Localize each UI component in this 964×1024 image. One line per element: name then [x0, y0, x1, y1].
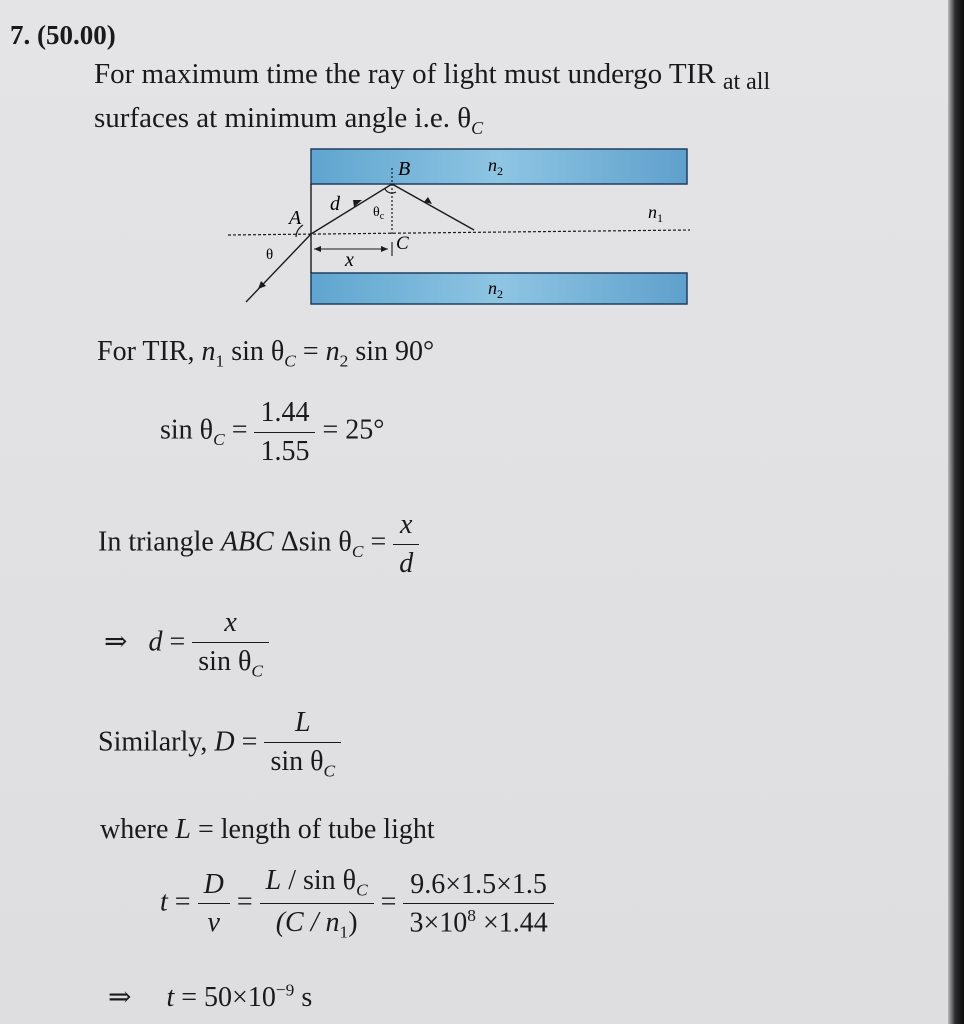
d-lhs: d	[148, 626, 163, 658]
time-f2-den-n: n	[325, 907, 340, 939]
similarly-den-sub: C	[323, 761, 336, 781]
time-f2-denominator	[260, 904, 374, 943]
time-fraction-1	[198, 868, 230, 940]
where-definition: = length of tube light	[190, 814, 435, 845]
sin-eq-fraction	[254, 396, 315, 468]
time-equation	[160, 864, 554, 944]
triangle-equals: =	[363, 526, 387, 558]
time-equals-1: =	[167, 886, 191, 918]
label-n2-bottom: $n_2$	[488, 278, 503, 301]
result-value: = 50×10	[174, 982, 276, 1013]
triangle-abc: ABC	[220, 526, 274, 558]
similarly-numerator: L	[264, 706, 341, 743]
tir-equals: =	[295, 336, 326, 367]
label-b: B	[398, 158, 411, 180]
similarly-denominator	[264, 743, 341, 782]
d-equals: =	[162, 626, 186, 658]
x-arrow-right	[381, 246, 388, 252]
result-unit: s	[294, 982, 313, 1013]
intro-line-1-tail: at all	[722, 69, 771, 95]
intro-line-2-text: surfaces at minimum angle i.e. θ	[94, 102, 472, 134]
result-exponent: −9	[275, 980, 295, 1000]
time-f2-num-l: L	[265, 865, 282, 896]
optical-fiber-diagram	[220, 142, 700, 312]
reflected-ray	[392, 184, 474, 230]
sin-eq-equals: =	[224, 414, 248, 446]
label-n1: $n_1$	[648, 202, 663, 225]
tir-equation	[97, 336, 434, 372]
tir-sin-sub: C	[284, 351, 296, 371]
tir-n2-sub: 2	[339, 351, 349, 371]
result-line	[108, 980, 312, 1014]
triangle-sin: sin θ	[298, 526, 352, 558]
time-f2-den-c: (C /	[275, 907, 326, 939]
time-equals-2: =	[236, 886, 253, 918]
tir-sin: sin θ	[224, 336, 285, 367]
tir-prefix: For TIR,	[97, 336, 195, 367]
time-f2-den-sub: 1	[339, 923, 349, 943]
time-lhs: t	[160, 886, 168, 918]
incident-ray	[246, 234, 311, 302]
intro-line-2	[94, 102, 483, 139]
tir-rhs: sin 90°	[348, 336, 435, 367]
similarly-equation	[98, 706, 341, 782]
time-f2-den-close: )	[348, 907, 358, 939]
x-arrow-left	[314, 246, 321, 252]
similarly-den-sin: sin θ	[270, 745, 324, 777]
label-theta-c: $\theta_c$	[373, 205, 385, 222]
similarly-prefix: Similarly,	[98, 726, 208, 758]
sin-eq-lhs-sub: C	[213, 430, 225, 450]
time-f3-den-base: 3×10	[409, 907, 468, 939]
time-equals-3: =	[380, 886, 397, 918]
d-equation	[104, 606, 269, 682]
where-l: L	[175, 814, 191, 845]
similarly-fraction	[264, 706, 341, 782]
question-number: 7. (50.00)	[10, 20, 116, 50]
result-t: t	[166, 982, 175, 1013]
triangle-equation	[98, 508, 419, 580]
triangle-numerator: x	[393, 508, 419, 545]
triangle-fraction	[393, 508, 419, 580]
sin-eq-rhs: = 25°	[322, 414, 385, 446]
triangle-sin-sub: C	[351, 542, 364, 562]
label-d: d	[330, 193, 340, 215]
time-f3-numerator: 9.6×1.5×1.5	[403, 868, 553, 905]
where-text: where	[100, 814, 176, 845]
time-fraction-3	[403, 868, 553, 941]
label-x: x	[345, 249, 354, 271]
similarly-equals: =	[234, 726, 258, 758]
time-f3-den-tail: ×1.44	[475, 907, 548, 939]
time-f2-numerator	[260, 864, 374, 904]
intro-line-1-text: For maximum time the ray of light must undergo TIR	[94, 58, 716, 90]
theta-c-arc	[385, 189, 396, 193]
triangle-prefix: In triangle	[98, 526, 214, 558]
intro-line-2-sub: C	[471, 117, 484, 138]
where-line	[100, 814, 435, 846]
label-n2-top: $n_2$	[488, 155, 503, 178]
d-implies-arrow: ⇒	[104, 626, 128, 658]
result-implies-arrow: ⇒	[108, 982, 132, 1013]
sin-eq-lhs: sin θ	[160, 414, 214, 446]
intro-line-1	[94, 58, 771, 95]
time-f3-denominator	[403, 904, 553, 940]
time-f1-numerator: D	[198, 868, 230, 905]
similarly-lhs: D	[214, 726, 235, 758]
page-edge-shadow	[948, 0, 964, 1024]
label-a: A	[289, 207, 302, 229]
tir-n2: n	[325, 336, 340, 367]
sin-critical-equation	[160, 396, 384, 468]
d-fraction	[192, 606, 269, 682]
sin-eq-numerator: 1.44	[254, 396, 315, 433]
triangle-delta: Δ	[280, 526, 299, 558]
time-f2-num-sin: / sin θ	[281, 865, 357, 896]
d-numerator: x	[192, 606, 269, 643]
d-den-sin: sin θ	[198, 645, 252, 677]
sin-eq-denominator: 1.55	[260, 435, 310, 467]
d-denominator	[192, 643, 269, 682]
d-den-sub: C	[251, 661, 263, 681]
tir-n1-sub: 1	[215, 351, 225, 371]
triangle-denominator: d	[399, 547, 414, 579]
time-fraction-2	[260, 864, 374, 944]
label-theta: θ	[266, 247, 274, 263]
time-f1-denominator: v	[207, 907, 220, 939]
label-c: C	[396, 233, 409, 254]
time-f2-num-sub: C	[356, 880, 368, 900]
tir-n1: n	[201, 336, 216, 367]
time-f3-den-exp: 8	[467, 906, 476, 926]
ray-segment-d	[311, 184, 392, 234]
